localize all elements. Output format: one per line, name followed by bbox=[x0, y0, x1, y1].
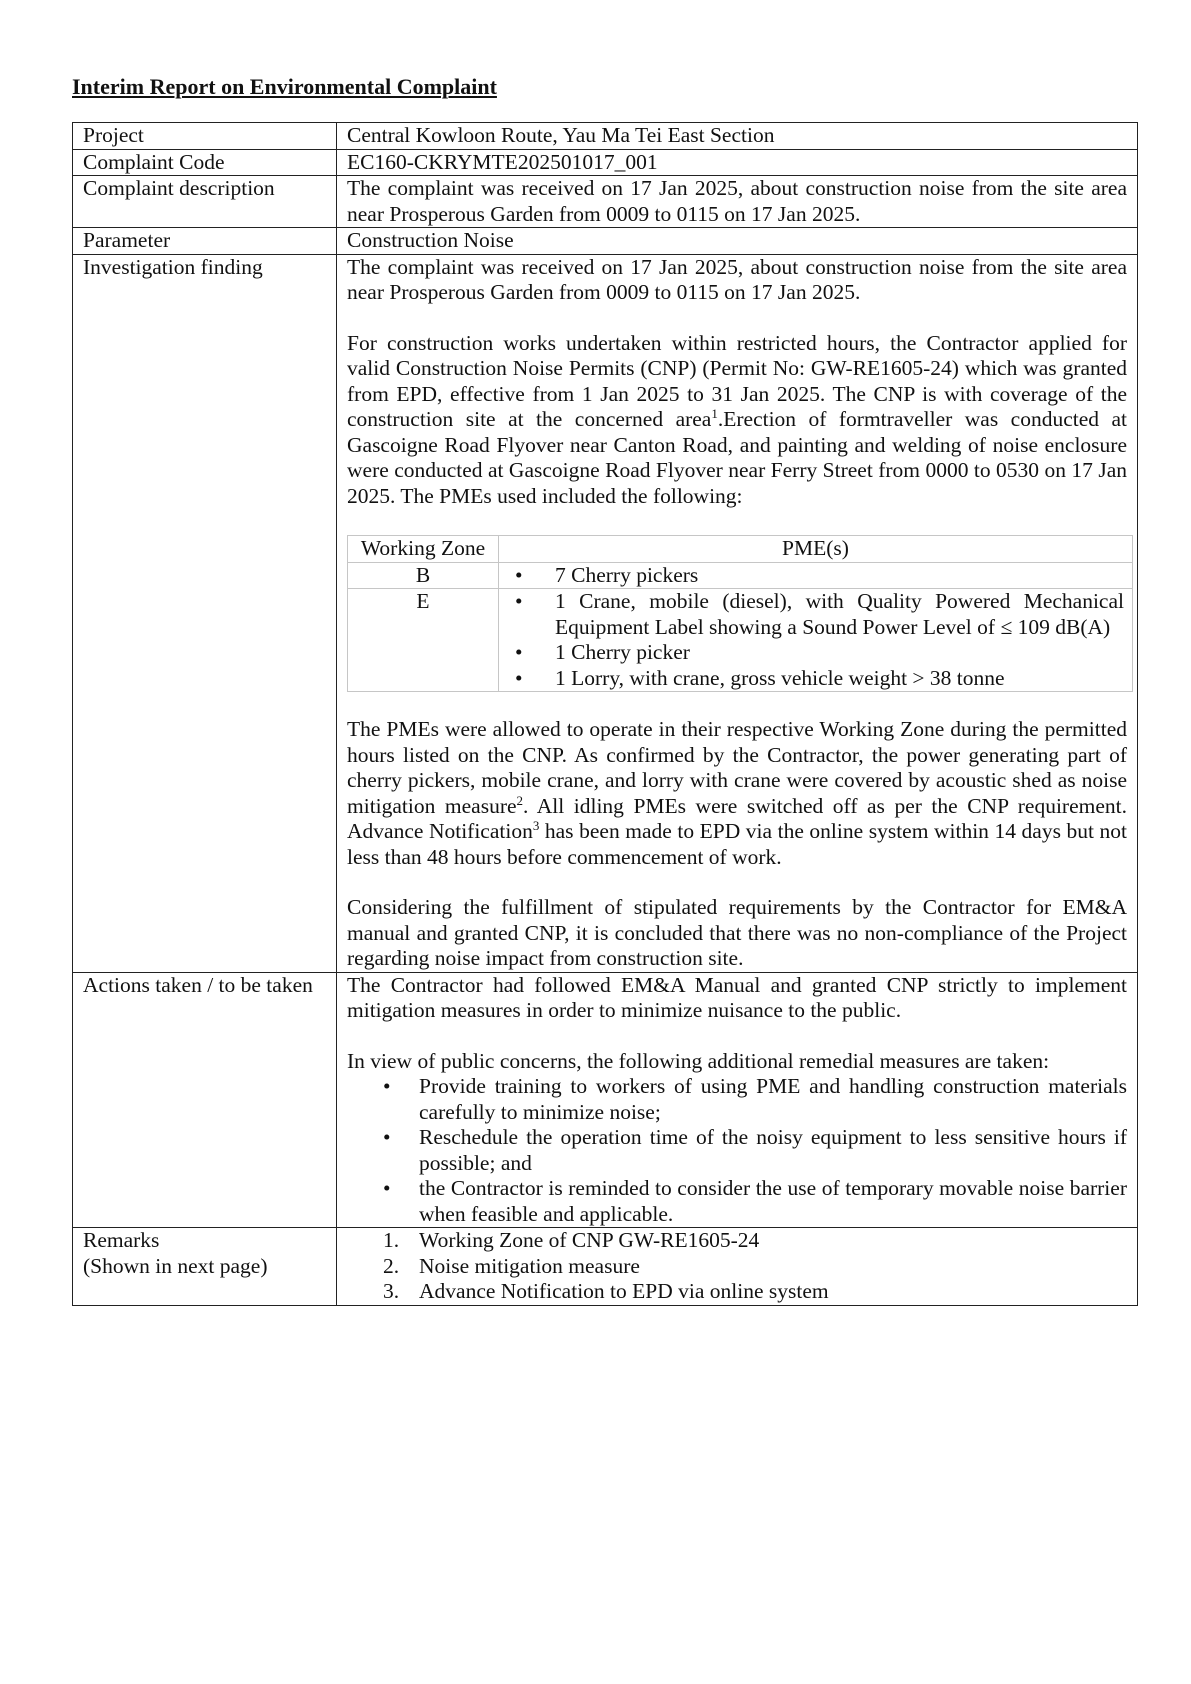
remarks-item-number: 1. bbox=[383, 1228, 400, 1252]
actions-paragraph-2: In view of public concerns, the following additional remedial measures are taken: bbox=[347, 1048, 1050, 1073]
remedial-measures-list bbox=[347, 1074, 1127, 1227]
investigation-paragraph-3-b: . All idling PMEs were switched off as per the CNP requirement. Advance Notification bbox=[347, 793, 1128, 843]
footnote-ref-2: 2 bbox=[516, 792, 524, 808]
pme-row-zone-b bbox=[348, 562, 1133, 589]
investigation-paragraph-2-a: For construction works undertaken within restricted hours, the Contractor applied for valid Construction Noise Permits (CNP) (Permit No: GW-RE1605-24) which was granted from EPD, effective from 1 Jan 2025 to 31 Jan 2025. The CNP is with coverage of the construction site at the concerned area bbox=[347, 330, 1127, 431]
project-label: Project bbox=[73, 123, 337, 150]
actions-paragraph-1: The Contractor had followed EM&A Manual and granted CNP strictly to implement mitigation measures in order to minimize nuisance to the public. bbox=[347, 972, 1127, 1022]
page-title: Interim Report on Environmental Complaint bbox=[72, 74, 497, 99]
complaint-code-value: EC160-CKRYMTE202501017_001 bbox=[337, 149, 1138, 176]
pme-header-zone: Working Zone bbox=[348, 536, 499, 563]
remarks-label bbox=[73, 1228, 337, 1306]
row-remarks bbox=[73, 1228, 1138, 1306]
investigation-paragraph-1: The complaint was received on 17 Jan 2025, about construction noise from the site area near Prosperous Garden from 0009 to 0115 on 17 Jan 2025. bbox=[347, 254, 1127, 304]
row-actions bbox=[73, 972, 1138, 1228]
remarks-item-text: Working Zone of CNP GW-RE1605-24 bbox=[419, 1228, 760, 1252]
parameter-label: Parameter bbox=[73, 228, 337, 255]
remarks-label-line-2: (Shown in next page) bbox=[83, 1253, 268, 1278]
actions-label: Actions taken / to be taken bbox=[73, 972, 337, 1228]
parameter-value: Construction Noise bbox=[337, 228, 1138, 255]
remarks-item-number: 3. bbox=[383, 1279, 400, 1303]
pme-item: • 1 Crane, mobile (diesel), with Quality Powered Mechanical Equipment Label showing a Sound Power Level of ≤ 109 dB(A) bbox=[507, 589, 1124, 640]
investigation-paragraph-4: Considering the fulfillment of stipulated requirements by the Contractor for EM&A manual and granted CNP, it is concluded that there was no non-compliance of the Project regarding noise impact from construction site. bbox=[347, 895, 1127, 970]
remedial-measure-item: • Reschedule the operation time of the noisy equipment to less sensitive hours if possible; and bbox=[347, 1125, 1127, 1176]
pme-item: • 1 Lorry, with crane, gross vehicle weight > 38 tonne bbox=[507, 666, 1124, 692]
investigation-paragraph-3-c: has been made to EPD via the online system within 14 days but not less than 48 hours before commencement of work. bbox=[347, 819, 1127, 869]
pme-zone-e-items bbox=[499, 589, 1133, 692]
remarks-value bbox=[337, 1228, 1138, 1306]
complaint-description-value: The complaint was received on 17 Jan 2025, about construction noise from the site area near Prosperous Garden from 0009 to 0115 on 17 Jan 2025. bbox=[337, 176, 1138, 228]
remarks-item bbox=[347, 1279, 1127, 1305]
row-investigation-finding bbox=[73, 254, 1138, 972]
investigation-paragraph-2-b: .Erection of formtraveller was conducted at Gascoigne Road Flyover near Canton Road, and painting and welding of noise enclosure were conducted at Gascoigne Road Flyover near Ferry Street from 0000 to 0530 on 17 Jan 2025. The PMEs used included the following: bbox=[347, 407, 1127, 508]
remarks-item-text: Noise mitigation measure bbox=[419, 1253, 640, 1278]
pme-zone-b-items bbox=[499, 562, 1133, 589]
row-complaint-code bbox=[73, 149, 1138, 176]
complaint-table bbox=[72, 122, 1138, 1306]
project-value: Central Kowloon Route, Yau Ma Tei East Section bbox=[337, 123, 1138, 150]
investigation-paragraph-3 bbox=[347, 717, 1127, 870]
row-project bbox=[73, 123, 1138, 150]
row-parameter bbox=[73, 228, 1138, 255]
complaint-code-label: Complaint Code bbox=[73, 149, 337, 176]
remedial-measure-item: • Provide training to workers of using PME and handling construction materials carefully to minimize noise; bbox=[347, 1074, 1127, 1125]
pme-item: • 1 Cherry picker bbox=[507, 640, 1124, 666]
remarks-item-text: Advance Notification to EPD via online system bbox=[419, 1279, 829, 1303]
pme-row-zone-e bbox=[348, 589, 1133, 692]
footnote-ref-3: 3 bbox=[532, 817, 540, 833]
investigation-paragraph-2 bbox=[347, 331, 1127, 510]
remarks-label-line-1: Remarks bbox=[83, 1228, 160, 1252]
actions-value bbox=[337, 972, 1138, 1228]
complaint-description-label: Complaint description bbox=[73, 176, 337, 228]
investigation-paragraph-3-a: The PMEs were allowed to operate in their respective Working Zone during the permitted hours listed on the CNP. As confirmed by the Contractor, the power generating part of cherry pickers, mobile crane, and lorry with crane were covered by acoustic shed as noise mitigation measure bbox=[347, 717, 1127, 818]
investigation-finding-value bbox=[337, 254, 1138, 972]
pme-table bbox=[347, 535, 1133, 692]
remarks-item bbox=[347, 1254, 1127, 1280]
footnote-ref-1: 1 bbox=[711, 405, 718, 421]
remarks-item bbox=[347, 1228, 1127, 1254]
remedial-measure-item: • the Contractor is reminded to consider the use of temporary movable noise barrier when feasible and applicable. bbox=[347, 1176, 1127, 1227]
investigation-finding-label: Investigation finding bbox=[73, 254, 337, 972]
pme-table-header bbox=[348, 536, 1133, 563]
pme-item: • 7 Cherry pickers bbox=[507, 563, 1124, 589]
pme-zone-e: E bbox=[348, 589, 499, 692]
remarks-item-number: 2. bbox=[383, 1253, 400, 1278]
pme-header-pme: PME(s) bbox=[499, 536, 1133, 563]
remarks-list bbox=[347, 1228, 1127, 1305]
pme-zone-b: B bbox=[348, 562, 499, 589]
row-complaint-description bbox=[73, 176, 1138, 228]
